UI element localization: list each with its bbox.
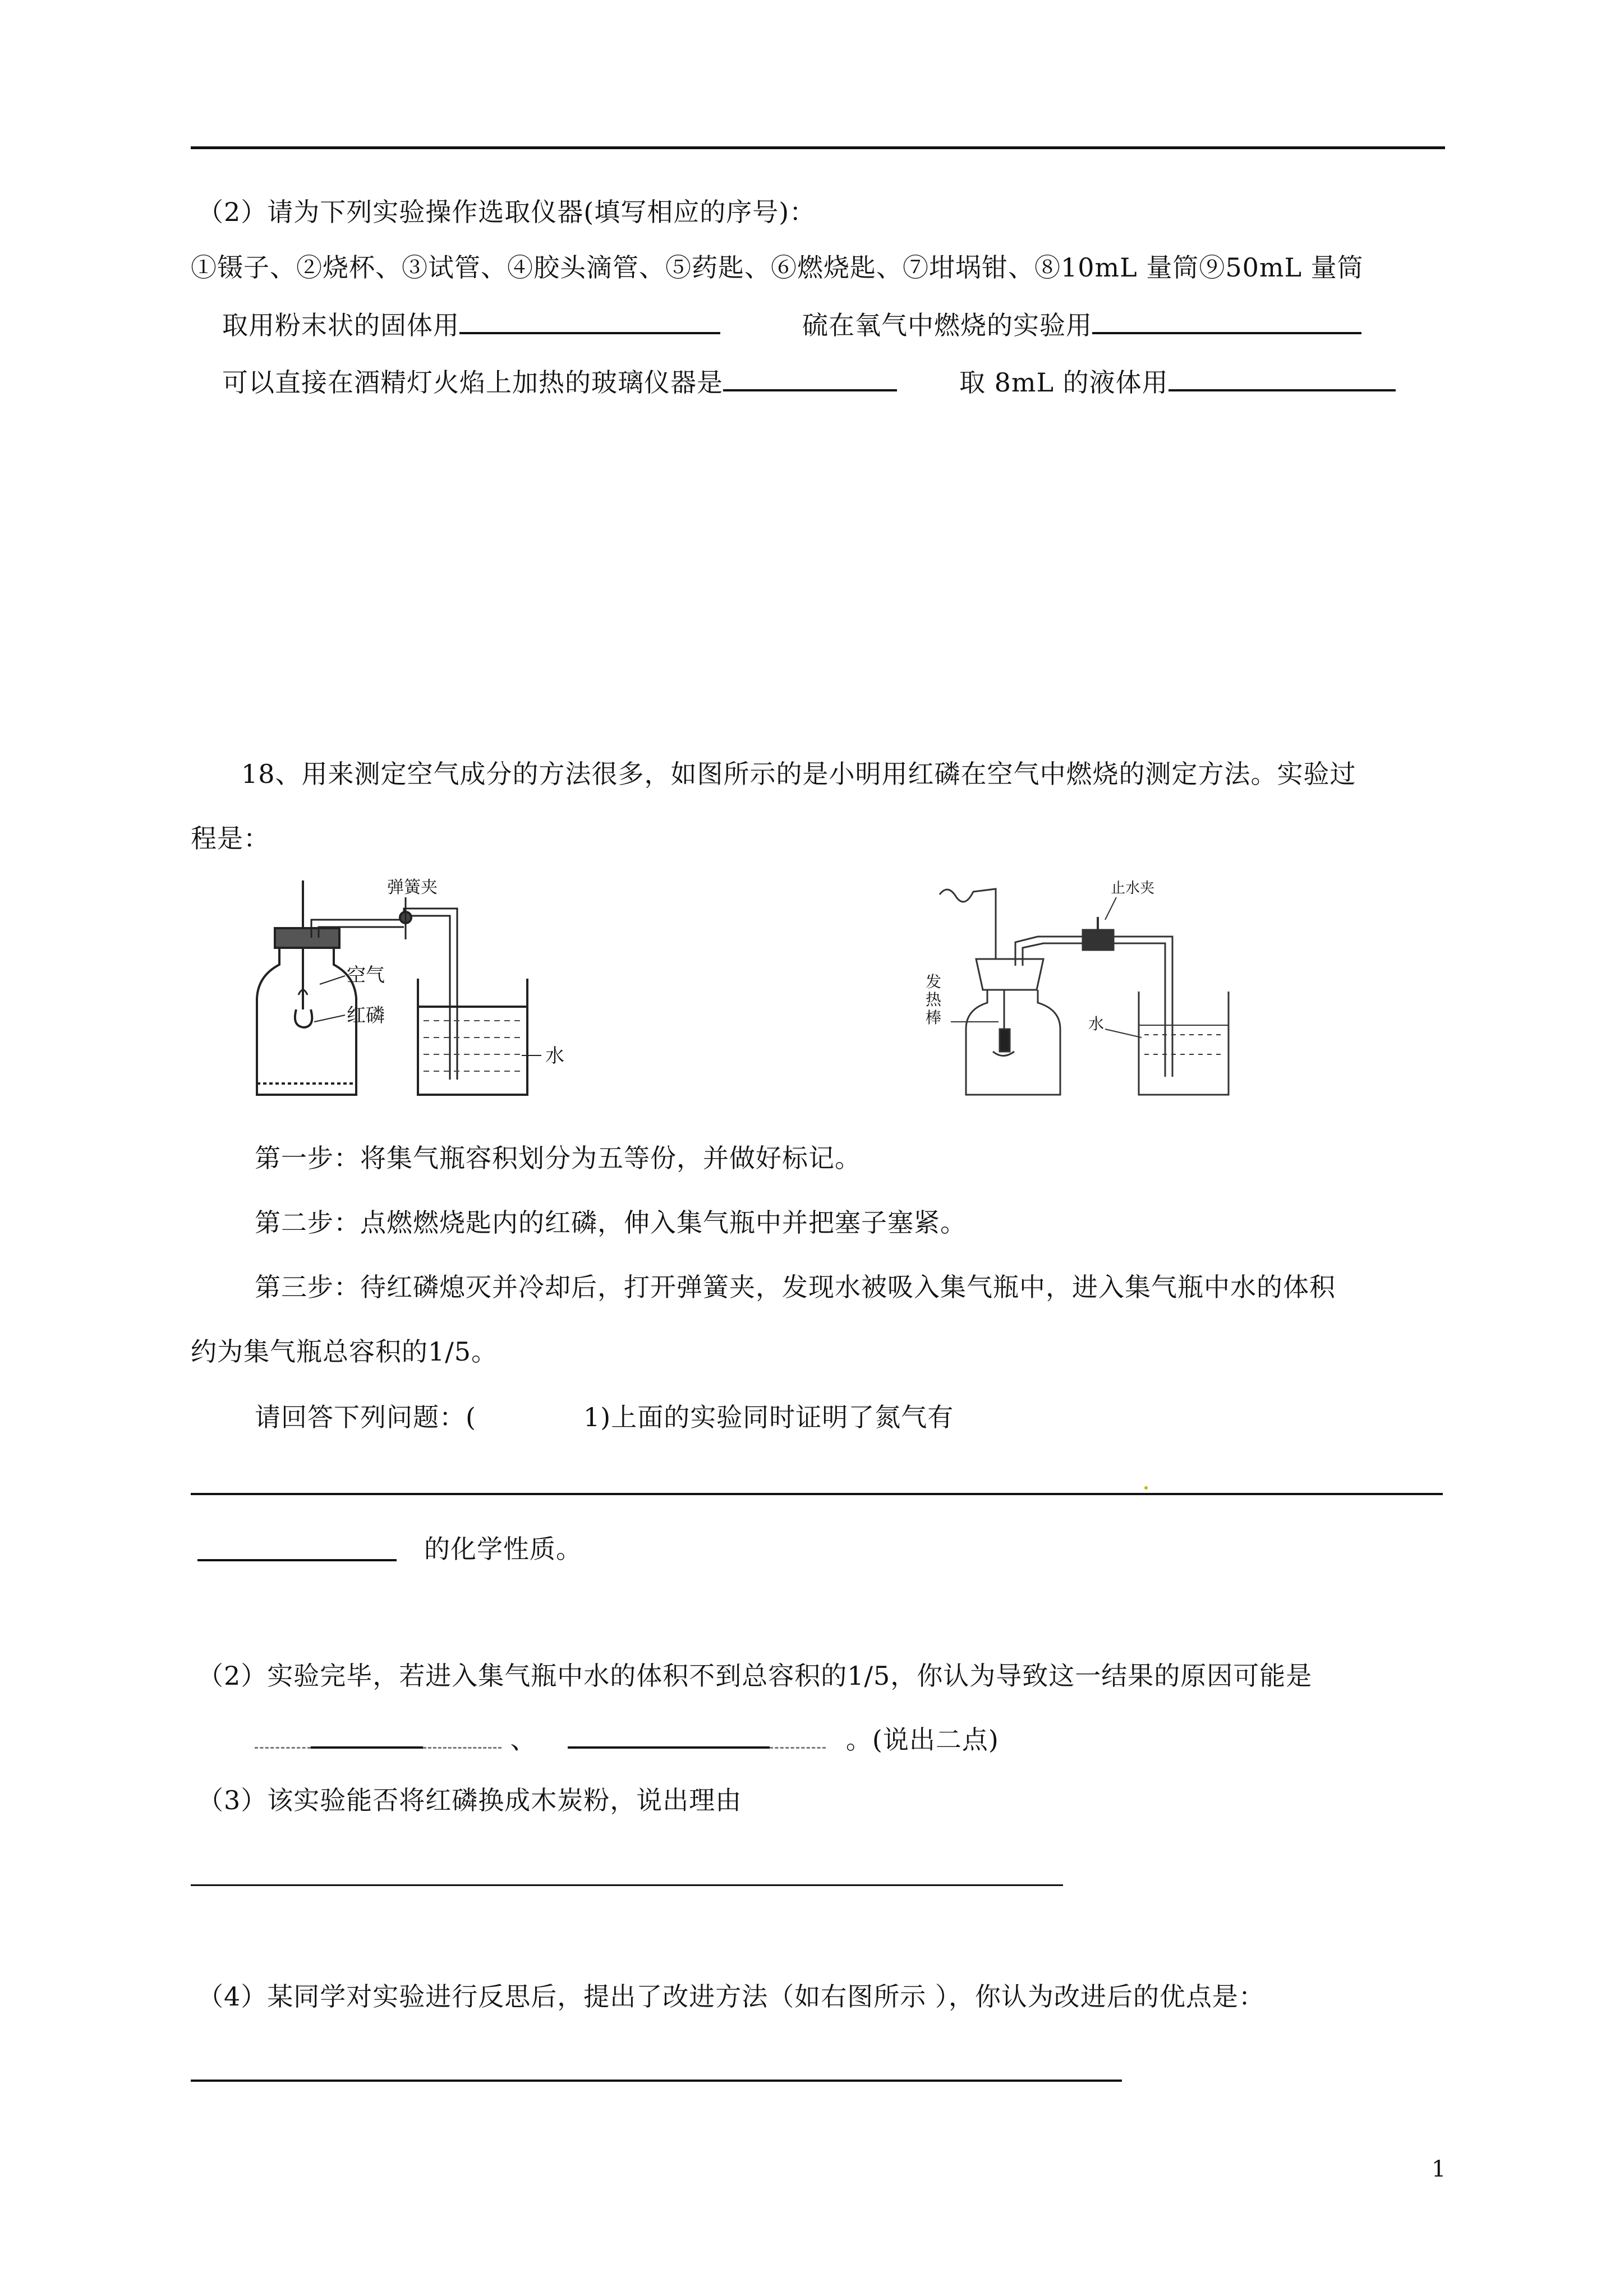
q18-q2-blanks	[255, 1722, 999, 1756]
q18-q1-tail: 的化学性质。	[424, 1534, 582, 1564]
answer-blank-sulfur[interactable]	[1092, 307, 1361, 334]
stopper	[976, 959, 1043, 990]
q17-2-liquid-line	[959, 365, 1396, 399]
q17-2-liquid-label: 取 8mL 的液体用	[959, 367, 1168, 398]
q18-intro-line1: 18、用来测定空气成分的方法很多，如图所示的是小明用红磷在空气中燃烧的测定方法。实验过	[241, 759, 1356, 789]
stopper	[275, 928, 339, 948]
q18-step3-line1: 第三步：待红磷熄灭并冷却后，打开弹簧夹，发现水被吸入集气瓶中，进入集气瓶中水的体积	[255, 1272, 1336, 1302]
answer-blank-reason-1[interactable]	[311, 1722, 423, 1749]
answer-line-q4[interactable]	[191, 2080, 1122, 2082]
beaker	[1139, 992, 1229, 1095]
answer-blank-reason-2[interactable]	[568, 1722, 770, 1749]
connecting-tube	[1015, 937, 1172, 1077]
answer-dash-left-b	[423, 1722, 502, 1749]
q17-2-instruments: ①镊子、②烧杯、③试管、④胶头滴管、⑤药匙、⑥燃烧匙、⑦坩埚钳、⑧10mL 量筒⑨50mL 量筒	[191, 252, 1364, 283]
q18-step3-line2: 约为集气瓶总容积的1/5。	[191, 1336, 498, 1367]
header-rule	[191, 146, 1445, 149]
q17-2-sulfur-line	[802, 307, 1361, 342]
q18-q4: （4）某同学对实验进行反思后，提出了改进方法（如右图所示 ），你认为改进后的优点是：	[197, 1981, 1265, 2012]
fig2-label-stop-clamp: 止水夹	[1111, 880, 1155, 897]
answer-blank-liquid[interactable]	[1168, 365, 1396, 391]
answer-line-q1-full[interactable]	[191, 1493, 1443, 1495]
q17-2-title: （2）请为下列实验操作选取仪器(填写相应的序号)：	[197, 197, 816, 227]
answer-dash-left-a	[255, 1722, 311, 1749]
fig1-label-air: 空气	[347, 964, 385, 986]
answer-blank-powder[interactable]	[459, 307, 720, 334]
answer-dash-right	[770, 1722, 826, 1749]
q18-step1: 第一步：将集气瓶容积划分为五等份，并做好标记。	[255, 1143, 861, 1173]
combustion-spoon	[295, 1009, 312, 1027]
q17-2-sulfur-label: 硫在氧气中燃烧的实验用	[802, 310, 1092, 340]
fig1-label-water: 水	[545, 1045, 564, 1067]
q17-2-powder-line	[222, 307, 720, 342]
q17-2-heat-label: 可以直接在酒精灯火焰上加热的玻璃仪器是	[222, 367, 723, 398]
gas-bottle	[257, 948, 356, 1095]
q18-intro-line2: 程是：	[191, 823, 270, 854]
q17-2-powder-label: 取用粉末状的固体用	[222, 310, 459, 340]
fig2-label-water: 水	[1088, 1015, 1105, 1033]
page-number: 1	[1432, 2156, 1447, 2182]
fig2-label-heat-rod: 发热棒	[926, 972, 942, 1027]
gas-bottle	[966, 990, 1060, 1095]
q18-q1: 1)上面的实验同时证明了氮气有	[583, 1402, 954, 1432]
q18-q3: （3）该实验能否将红磷换成木炭粉，说出理由	[197, 1785, 742, 1815]
q17-2-heat-line	[222, 365, 897, 399]
answer-line-q1-short[interactable]	[197, 1559, 397, 1561]
q18-answer-prompt: 请回答下列问题：(	[255, 1402, 476, 1432]
figure-improved-apparatus	[903, 875, 1262, 1110]
q18-q2-tail: 。(说出二点)	[845, 1725, 999, 1755]
q18-q2-line1: （2）实验完毕，若进入集气瓶中水的体积不到总容积的1/5，你认为导致这一结果的原因可能是	[197, 1661, 1313, 1691]
figure-red-phosphorus-apparatus	[236, 875, 595, 1110]
fig1-label-clamp: 弹簧夹	[387, 878, 438, 897]
answer-line-q3[interactable]	[191, 1884, 1063, 1886]
stray-dot	[1144, 1486, 1148, 1490]
beaker	[418, 979, 527, 1095]
q18-step2: 第二步：点燃燃烧匙内的红磷，伸入集气瓶中并把塞子塞紧。	[255, 1207, 967, 1238]
fig1-label-phosphorus: 红磷	[347, 1004, 385, 1027]
q18-q2-separator: 、	[510, 1725, 537, 1755]
stop-clamp	[1083, 930, 1114, 950]
answer-blank-heat[interactable]	[723, 365, 897, 391]
